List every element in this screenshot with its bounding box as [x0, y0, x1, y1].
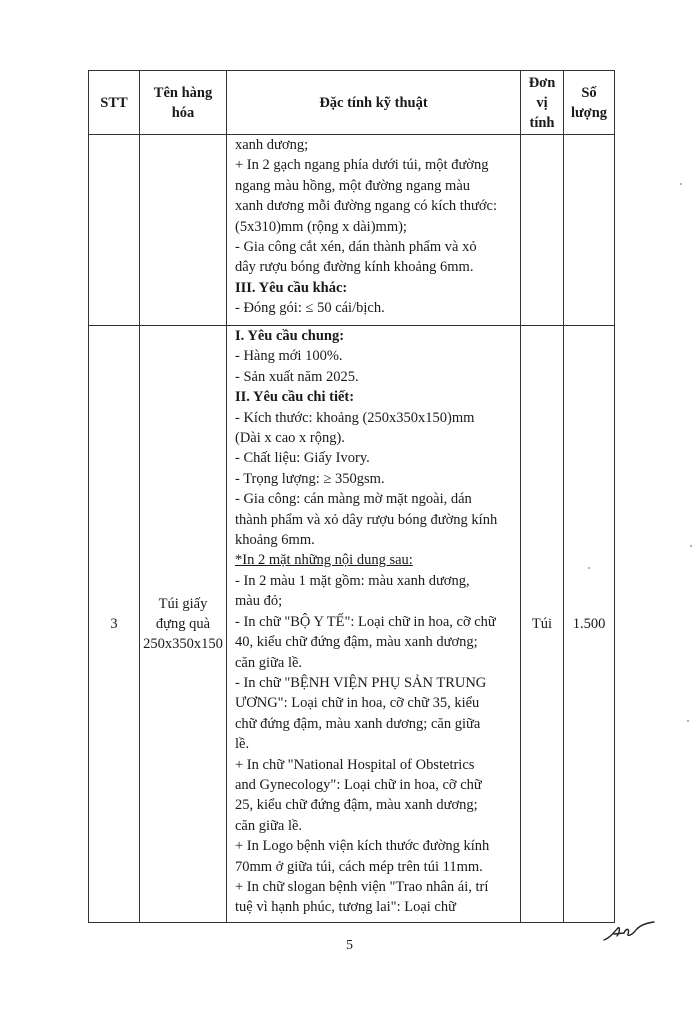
header-name-line: hóa: [171, 104, 195, 121]
spec-line: (5x310)mm (rộng x dài)mm);: [235, 218, 407, 235]
product-name-line: đựng quà: [155, 616, 211, 632]
spec-line: dây rượu bóng đường kính khoảng 6mm.: [235, 259, 474, 276]
header-name-line: Tên hàng: [153, 84, 213, 101]
cell-stt-empty: [89, 135, 140, 326]
spec-line: chữ đứng đậm, màu xanh dương; căn giữa: [235, 715, 481, 732]
table-header-row: [89, 71, 615, 135]
page-number: 5: [346, 938, 353, 953]
spec-line: + In Logo bệnh viện kích thước đường kính: [235, 838, 490, 855]
spec-line: - Trọng lượng: ≥ 350gsm.: [235, 470, 385, 487]
cell-stt: 3: [89, 326, 140, 923]
spec-line: - In chữ "BỆNH VIỆN PHỤ SẢN TRUNG: [235, 674, 487, 691]
header-unit-line: vị: [536, 94, 548, 111]
header-unit: [521, 71, 564, 135]
section-heading: II. Yêu cầu chi tiết:: [235, 389, 355, 406]
header-qty-line: Số: [581, 84, 597, 101]
spec-line: xanh dương;: [235, 137, 309, 153]
spec-line: ngang màu hồng, một đường ngang màu: [235, 177, 471, 194]
header-stt: STT: [89, 71, 140, 135]
header-unit-line: tính: [529, 114, 555, 131]
cell-product-name: [140, 326, 227, 923]
scan-speck: [690, 545, 692, 547]
spec-line: + In 2 gạch ngang phía dưới túi, một đường: [235, 157, 489, 174]
section-heading: I. Yêu cầu chung:: [235, 328, 345, 344]
table-row: [89, 326, 615, 923]
spec-line: ƯƠNG": Loại chữ in hoa, cỡ chữ 35, kiểu: [235, 695, 480, 712]
header-name: [140, 71, 227, 135]
spec-table: [88, 70, 615, 923]
spec-line: 25, kiểu chữ đứng đậm, màu xanh dương;: [235, 797, 478, 814]
spec-line: - Gia công cắt xén, dán thành phẩm và xỏ: [235, 239, 477, 256]
spec-line: - Gia công: cán màng mờ mặt ngoài, dán: [235, 491, 472, 508]
scan-speck: [588, 567, 590, 569]
product-name-line: 250x350x150: [143, 636, 223, 652]
spec-line: - Sản xuất năm 2025.: [235, 368, 359, 385]
spec-line: + In chữ slogan bệnh viện "Trao nhân ái, trí: [235, 878, 489, 895]
print-heading: *In 2 mặt những nội dung sau:: [235, 552, 413, 569]
product-name-line: Túi giấy: [158, 596, 208, 612]
spec-line: - Chất liệu: Giấy Ivory.: [235, 450, 370, 467]
spec-line: - In chữ "BỘ Y TẾ": Loại chữ in hoa, cỡ chữ: [235, 613, 496, 630]
scan-speck: [680, 183, 682, 185]
signature-initials: [600, 918, 660, 946]
section-heading: III. Yêu cầu khác:: [235, 279, 348, 296]
header-qty-line: lượng: [570, 104, 608, 121]
header-qty: [564, 71, 615, 135]
cell-unit: Túi: [521, 326, 564, 923]
cell-name-empty: [140, 135, 227, 326]
spec-line: tuệ vì hạnh phúc, tương lai": Loại chữ: [235, 899, 456, 916]
spec-line: khoảng 6mm.: [235, 532, 315, 549]
cell-qty-empty: [564, 135, 615, 326]
spec-line: 40, kiểu chữ đứng đậm, màu xanh dương;: [235, 634, 478, 651]
spec-line: + In chữ "National Hospital of Obstetrics: [235, 756, 475, 773]
spec-line: căn giữa lề.: [235, 817, 303, 834]
spec-line: xanh dương mỗi đường ngang có kích thước:: [235, 198, 498, 215]
spec-line: màu đỏ;: [235, 593, 283, 610]
spec-line: (Dài x cao x rộng).: [235, 430, 345, 447]
cell-unit-empty: [521, 135, 564, 326]
header-unit-line: Đơn: [528, 74, 556, 91]
spec-line: lề.: [235, 736, 250, 753]
spec-line: 70mm ở giữa túi, cách mép trên túi 11mm.: [235, 858, 483, 875]
spec-line: căn giữa lề.: [235, 654, 303, 671]
cell-quantity: 1.500: [564, 326, 615, 923]
spec-line: - Đóng gói: ≤ 50 cái/bịch.: [235, 300, 385, 317]
table-row: [89, 135, 615, 326]
spec-line: thành phẩm và xỏ dây rượu bóng đường kính: [235, 511, 498, 528]
spec-cell-item-3: [227, 326, 521, 923]
header-spec: Đặc tính kỹ thuật: [227, 71, 521, 135]
scan-speck: [687, 720, 689, 722]
spec-line: and Gynecology": Loại chữ in hoa, cỡ chữ: [235, 776, 482, 793]
spec-line: - Kích thước: khoảng (250x350x150)mm: [235, 409, 475, 426]
spec-line: - Hàng mới 100%.: [235, 348, 343, 365]
spec-cell-continued: [227, 135, 521, 326]
spec-line: - In 2 màu 1 mặt gồm: màu xanh dương,: [235, 572, 470, 589]
